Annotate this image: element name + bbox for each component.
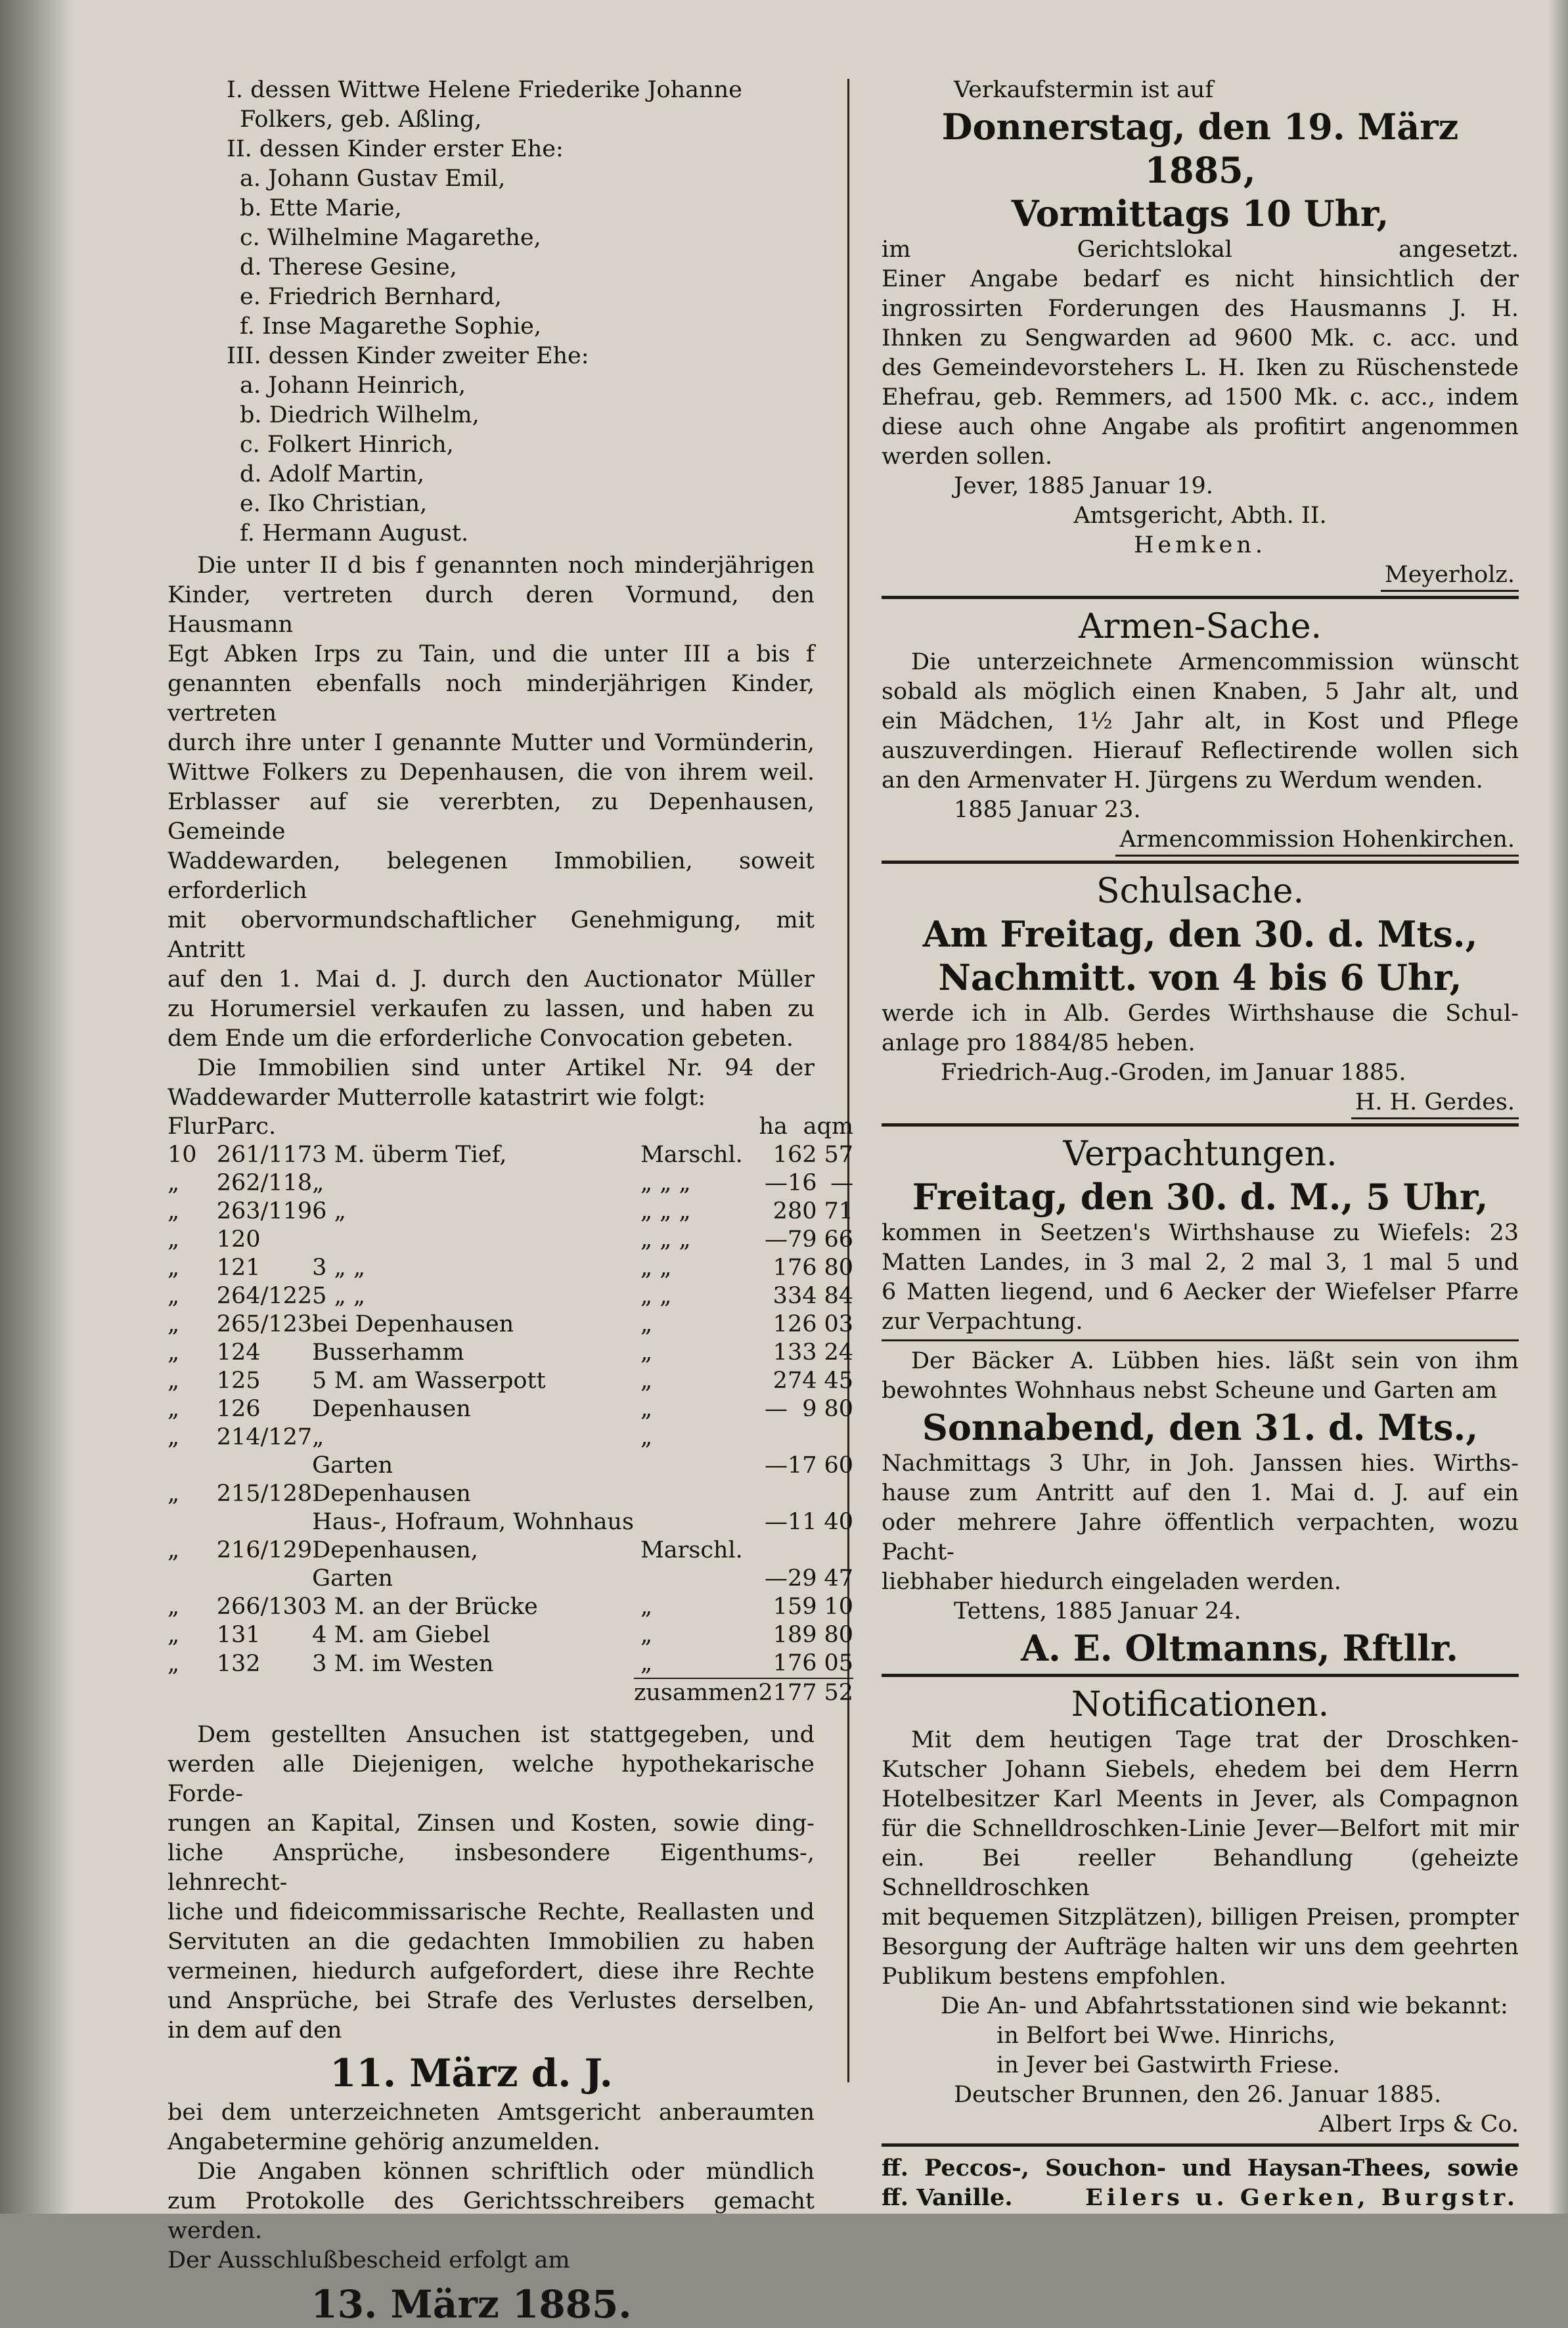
table-cell-ha xyxy=(758,1480,788,1508)
table-header-row xyxy=(168,1113,853,1141)
table-cell-ha: 1 xyxy=(773,1311,788,1337)
heir-line: III. dessen Kinder zweiter Ehe: xyxy=(227,343,589,369)
text-line: Erblasser auf sie vererbten, zu Depenhausen, Gemeinde xyxy=(168,789,815,845)
text-line: an den Armenvater H. Jürgens zu Werdum wenden. xyxy=(882,767,1483,794)
table-cell-a: 26 xyxy=(787,1311,817,1337)
table-cell-flur: „ xyxy=(168,1424,180,1450)
school-time: Nachmitt. von 4 bis 6 Uhr, xyxy=(938,956,1462,998)
table-cell-desc: Busserhamm xyxy=(312,1339,464,1366)
table-cell-desc xyxy=(312,1226,634,1254)
heir-line: a. Johann Heinrich, xyxy=(240,372,466,399)
text-line: rungen an Kapital, Zinsen und Kosten, sowie ding- xyxy=(168,1810,815,1837)
text-line: zur Verpachtung. xyxy=(882,1309,1083,1335)
text-line: liche Ansprüche, insbesondere Eigenthums-, lehnrecht- xyxy=(168,1840,815,1896)
section-rule xyxy=(882,861,1519,864)
written-notice-paragraph xyxy=(168,2157,815,2275)
baker-date: Sonnabend, den 31. d. Mts., xyxy=(922,1406,1479,1448)
table-cell-ha: 1 xyxy=(773,1142,788,1168)
table-cell-a: 29 xyxy=(787,1565,817,1592)
table-cell-desc: Garten xyxy=(312,1565,393,1592)
section-rule xyxy=(882,1339,1519,1341)
table-cell-ha xyxy=(758,1536,788,1565)
table-cell-a: 33 xyxy=(787,1339,817,1366)
table-cell-desc: 6 „ xyxy=(312,1198,346,1224)
cadastre-intro xyxy=(168,1054,815,1113)
table-cell-kind: „ „ xyxy=(640,1255,672,1281)
total-ha: 21 xyxy=(758,1680,788,1706)
table-cell-parc: 120 xyxy=(216,1226,261,1253)
table-cell-desc: Garten xyxy=(312,1452,393,1479)
table-cell-ha: 1 xyxy=(773,1339,788,1366)
binding-shadow xyxy=(0,0,72,2214)
heir-line: d. Therese Gesine, xyxy=(240,254,457,280)
text-line: oder mehrere Jahre öffentlich verpachten, wozu Pacht- xyxy=(882,1510,1519,1565)
table-row xyxy=(168,1536,853,1565)
notifications-text xyxy=(882,1726,1519,1992)
table-cell-a: 17 xyxy=(787,1452,817,1479)
heir-line: b. Diedrich Wilhelm, xyxy=(240,402,480,428)
table-cell-a: 89 xyxy=(787,1622,817,1648)
text-line: Hotelbesitzer Karl Meents in Jever, als Compagnon xyxy=(882,1786,1519,1812)
table-row xyxy=(168,1282,853,1310)
table-cell-kind: „ „ „ xyxy=(640,1170,691,1196)
table-cell-desc: Depenhausen, xyxy=(312,1537,478,1563)
table-cell-desc: 3 M. überm Tief, xyxy=(312,1142,507,1168)
right-column xyxy=(882,76,1519,2212)
tea-ad-merchant: Eilers u. Gerken, Burgstr. xyxy=(1085,2184,1519,2211)
text-line: Der Ausschlußbescheid erfolgt am xyxy=(168,2247,570,2273)
judge-signature: Hemken. xyxy=(1133,532,1266,558)
text-line: 6 Matten liegend, und 6 Aecker der Wiefelser Pfarre xyxy=(882,1279,1519,1305)
section-rule xyxy=(882,1674,1519,1677)
text-line: Besorgung der Aufträge halten wir uns dem geehrten xyxy=(882,1934,1519,1960)
table-cell-desc: 5 M. am Wasserpott xyxy=(312,1368,546,1394)
heir-line: b. Ette Marie, xyxy=(240,195,402,221)
sale-time: Vormittags 10 Uhr, xyxy=(1011,192,1389,235)
table-cell-flur xyxy=(168,1565,217,1593)
table-row xyxy=(168,1565,853,1593)
notifications-title: Notificationen. xyxy=(1071,1685,1330,1724)
table-cell-kind: „ xyxy=(640,1650,653,1676)
text-line: werde ich in Alb. Gerdes Wirthshause die Schul- xyxy=(882,1000,1519,1027)
text-line: Nachmittags 3 Uhr, in Joh. Janssen hies. Wirths- xyxy=(882,1450,1519,1477)
table-cell-desc: „ xyxy=(312,1170,325,1196)
table-cell-flur xyxy=(168,1452,217,1480)
table-cell-qm: 80 xyxy=(824,1255,854,1281)
table-cell-qm: — xyxy=(830,1170,854,1196)
table-cell-qm xyxy=(817,1536,853,1565)
table-row xyxy=(168,1367,853,1395)
table-cell-desc: 3 M. im Westen xyxy=(312,1650,494,1677)
summons-end xyxy=(168,2098,815,2157)
col-qm: qm xyxy=(817,1113,854,1140)
table-cell-qm: 57 xyxy=(824,1142,854,1168)
heir-line: d. Adolf Martin, xyxy=(240,461,425,487)
text-line: Angabetermine gehörig anzumelden. xyxy=(168,2129,600,2155)
table-cell-parc: 264/122 xyxy=(216,1283,313,1309)
table-cell-a xyxy=(788,1536,817,1565)
text-line: mit bequemen Sitzplätzen), billigen Preisen, prompter xyxy=(882,1904,1519,1931)
heir-line: f. Hermann August. xyxy=(240,520,469,547)
table-cell-kind: „ xyxy=(640,1396,653,1422)
table-cell-parc: 263/119 xyxy=(216,1198,313,1224)
table-cell-parc: 216/129 xyxy=(216,1537,313,1563)
table-cell-parc: 132 xyxy=(216,1650,261,1677)
table-row xyxy=(168,1226,853,1254)
table-cell-parc: 125 xyxy=(216,1368,261,1394)
text-line: vermeinen, hiedurch aufgefordert, diese ihre Rechte xyxy=(168,1958,815,1984)
text-line: Kutscher Johann Siebels, ehedem bei dem Herrn xyxy=(882,1757,1519,1783)
leasing-date: Freitag, den 30. d. M., 5 Uhr, xyxy=(912,1176,1489,1218)
text-line: Einer Angabe bedarf es nicht hinsichtlich der xyxy=(882,266,1519,292)
table-cell-flur: „ xyxy=(168,1537,180,1563)
text-line: hause zum Antritt auf den 1. Mai d. J. auf ein xyxy=(882,1480,1519,1506)
table-cell-kind: „ xyxy=(640,1622,653,1648)
table-cell-qm: 24 xyxy=(824,1339,854,1366)
poor-matter-date: 1885 Januar 23. xyxy=(954,797,1141,823)
table-row xyxy=(168,1452,853,1480)
table-cell-kind xyxy=(634,1565,758,1593)
table-row xyxy=(168,1508,853,1536)
heirs-list xyxy=(168,76,815,548)
table-cell-flur: „ xyxy=(168,1594,180,1620)
table-row xyxy=(168,1480,853,1508)
table-row xyxy=(168,1649,853,1678)
notifications-place-date: Deutscher Brunnen, den 26. Januar 1885. xyxy=(954,2082,1442,2108)
text-line: bei dem unterzeichneten Amtsgericht anberaumten xyxy=(168,2099,815,2126)
table-cell-qm: 45 xyxy=(824,1368,854,1394)
table-cell-desc: 5 „ „ xyxy=(312,1283,365,1309)
text-line: des Gemeindevorstehers L. H. Iken zu Rüschenstede xyxy=(882,355,1519,381)
table-cell-parc: 265/123 xyxy=(216,1311,313,1337)
table-row xyxy=(168,1310,853,1339)
table-cell-flur: „ xyxy=(168,1650,180,1677)
text-line: Matten Landes, in 3 mal 2, 2 mal 3, 1 mal 5 und xyxy=(882,1249,1519,1276)
text-line: Waddewarder Mutterrolle katastrirt wie folgt: xyxy=(168,1085,706,1111)
table-cell-a xyxy=(788,1480,817,1508)
text-line: kommen in Seetzen's Wirthshause zu Wiefels: 23 xyxy=(882,1220,1519,1246)
text-line: Die unterzeichnete Armencommission wünscht xyxy=(911,649,1519,675)
table-cell-ha: — xyxy=(764,1396,788,1422)
table-cell-kind xyxy=(634,1452,758,1480)
text-line: auszuverdingen. Hierauf Reflectirende wollen sich xyxy=(882,738,1519,764)
table-cell-kind: „ „ „ xyxy=(640,1226,691,1253)
station-line: Die An- und Abfahrtsstationen sind wie bekannt: xyxy=(941,1993,1508,2019)
section-rule xyxy=(882,2143,1519,2147)
table-cell-parc: 215/128 xyxy=(216,1481,313,1507)
table-cell-parc: 126 xyxy=(216,1396,261,1422)
table-cell-ha: 3 xyxy=(773,1283,788,1309)
table-cell-flur: „ xyxy=(168,1283,180,1309)
table-cell-parc: 124 xyxy=(216,1339,261,1366)
text-line: werden alle Diejenigen, welche hypothekarische Forde- xyxy=(168,1751,815,1807)
table-row xyxy=(168,1395,853,1423)
table-cell-qm: 03 xyxy=(824,1311,854,1337)
table-cell-flur: „ xyxy=(168,1311,180,1337)
table-cell-qm: 71 xyxy=(824,1198,854,1224)
page-edge xyxy=(1548,0,1568,2214)
total-qm: 52 xyxy=(817,1678,853,1707)
sale-date: Donnerstag, den 19. März 1885, xyxy=(941,106,1459,191)
heir-line: Folkers, geb. Aßling, xyxy=(240,106,482,133)
table-cell-kind xyxy=(634,1480,758,1508)
table-cell-kind: „ xyxy=(640,1594,653,1620)
text-line: bewohntes Wohnhaus nebst Scheune und Garten am xyxy=(882,1377,1498,1404)
sale-text xyxy=(882,235,1519,472)
table-cell-a: 9 xyxy=(802,1396,817,1422)
table-cell-qm: 60 xyxy=(824,1452,854,1479)
table-cell-flur xyxy=(168,1508,217,1536)
table-cell-qm: 80 xyxy=(824,1622,854,1648)
text-line: Waddewarden, belegenen Immobilien, soweit erforderlich xyxy=(168,848,815,904)
table-cell-qm: 40 xyxy=(824,1509,854,1535)
table-cell-kind: Marschl. xyxy=(640,1142,743,1168)
table-cell-ha xyxy=(758,1423,788,1452)
table-row xyxy=(168,1169,853,1198)
table-cell-kind: „ xyxy=(640,1311,653,1337)
table-cell-a xyxy=(788,1423,817,1452)
table-cell-ha: 1 xyxy=(773,1650,788,1676)
table-row xyxy=(168,1339,853,1367)
leasing-title: Verpachtungen. xyxy=(1063,1134,1337,1174)
col-a: a xyxy=(803,1113,817,1140)
text-line: zu Horumersiel verkaufen zu lassen, und haben zu xyxy=(168,996,815,1022)
column-divider xyxy=(847,79,849,2082)
table-cell-qm: 80 xyxy=(824,1396,854,1422)
text-line: und Ansprüche, bei Strafe des Verlustes derselben, xyxy=(168,1988,815,2014)
table-cell-ha: 2 xyxy=(773,1198,788,1224)
text-line: Servituten an die gedachten Immobilien zu haben xyxy=(168,1929,815,1955)
text-line: zum Protokolle des Gerichtsschreibers gemacht werden. xyxy=(168,2188,815,2244)
table-cell-parc xyxy=(217,1508,312,1536)
table-cell-flur: „ xyxy=(168,1368,180,1394)
table-cell-parc: 261/117 xyxy=(216,1142,313,1168)
text-line: im Gerichtslokal angesetzt. xyxy=(882,236,1519,263)
table-cell-a: 80 xyxy=(787,1198,817,1224)
poor-matter-title: Armen-Sache. xyxy=(1078,607,1322,646)
baker-place-date: Tettens, 1885 Januar 24. xyxy=(954,1598,1242,1624)
table-cell-flur: „ xyxy=(168,1255,180,1281)
text-line: Die Angaben können schriftlich oder mündlich xyxy=(197,2159,815,2185)
table-cell-qm xyxy=(817,1480,853,1508)
heir-line: e. Iko Christian, xyxy=(240,491,428,517)
station-line: in Belfort bei Wwe. Hinrichs, xyxy=(997,2023,1336,2049)
table-cell-kind: „ xyxy=(640,1424,653,1450)
school-date: Am Freitag, den 30. d. Mts., xyxy=(922,913,1478,955)
table-cell-ha: — xyxy=(764,1509,788,1535)
table-cell-parc: 131 xyxy=(216,1622,261,1648)
heir-line: a. Johann Gustav Emil, xyxy=(240,166,506,192)
text-line: mit obervormundschaftlicher Genehmigung, mit Antritt xyxy=(168,907,815,963)
table-cell-ha: 1 xyxy=(773,1622,788,1648)
text-line: durch ihre unter I genannte Mutter und Vormünderin, xyxy=(168,730,815,756)
baker-text-2 xyxy=(882,1449,1519,1597)
table-row xyxy=(168,1423,853,1452)
table-cell-flur: „ xyxy=(168,1481,180,1507)
table-cell-ha: 2 xyxy=(773,1368,788,1394)
tea-ad-vanilla: ff. Vanille. xyxy=(882,2184,1013,2211)
school-place-date: Friedrich-Aug.-Groden, im Januar 1885. xyxy=(941,1060,1406,1086)
baker-text xyxy=(882,1347,1519,1406)
table-cell-flur: „ xyxy=(168,1622,180,1648)
tea-ad-line: ff. Peccos-, Souchon- und Haysan-Thees, sowie xyxy=(882,2155,1519,2182)
table-cell-qm: 66 xyxy=(824,1226,854,1253)
table-cell-ha: — xyxy=(764,1226,788,1253)
text-line: Publikum bestens empfohlen. xyxy=(882,1963,1226,1990)
table-cell-parc xyxy=(217,1452,312,1480)
school-text xyxy=(882,999,1519,1058)
poor-commission-signature: Armencommission Hohenkirchen. xyxy=(1115,825,1519,857)
table-cell-ha: — xyxy=(764,1452,788,1479)
text-line: Kinder, vertreten durch deren Vormund, den Hausmann xyxy=(168,582,815,638)
leasing-text xyxy=(882,1219,1519,1337)
text-line: für die Schnelldroschken-Linie Jever—Belfort mit mir xyxy=(882,1816,1519,1842)
table-cell-parc xyxy=(217,1565,312,1593)
text-line: Die unter II d bis f genannten noch minderjährigen xyxy=(197,552,815,579)
table-cell-a: 76 xyxy=(787,1255,817,1281)
table-cell-a: 59 xyxy=(787,1594,817,1620)
table-cell-desc: 3 M. an der Brücke xyxy=(312,1594,538,1620)
sale-intro: Verkaufstermin ist auf xyxy=(954,77,1214,103)
text-line: liche und fideicommissarische Rechte, Reallasten und xyxy=(168,1899,815,1925)
table-cell-ha: — xyxy=(764,1170,788,1196)
table-cell-a: 16 xyxy=(787,1170,817,1196)
poor-matter-text xyxy=(882,648,1519,795)
text-line: Ihnken zu Sengwarden ad 9600 Mk. c. acc. und xyxy=(882,325,1519,351)
table-cell-qm xyxy=(817,1423,853,1452)
text-line: Wittwe Folkers zu Depenhausen, die von ihrem weil. xyxy=(168,759,815,786)
text-line: Die Immobilien sind unter Artikel Nr. 94 der xyxy=(197,1055,815,1081)
table-cell-flur: „ xyxy=(168,1396,180,1422)
text-line: diese auch ohne Angabe als profitirt angenommen xyxy=(882,414,1519,440)
table-cell-qm: 84 xyxy=(824,1283,854,1309)
table-row xyxy=(168,1198,853,1226)
table-cell-parc: 121 xyxy=(216,1255,261,1281)
school-signature: H. H. Gerdes. xyxy=(1351,1088,1519,1119)
text-line: genannten ebenfalls noch minderjährigen Kinder, vertreten xyxy=(168,671,815,727)
table-cell-qm: 05 xyxy=(824,1650,854,1676)
table-cell-a: 76 xyxy=(787,1650,817,1676)
table-row xyxy=(168,1593,853,1621)
total-a: 77 xyxy=(787,1680,817,1706)
table-cell-parc: 266/130 xyxy=(216,1594,313,1620)
table-cell-a: 79 xyxy=(787,1226,817,1253)
table-cell-desc: Haus-, Hofraum, Wohnhaus xyxy=(312,1509,634,1535)
table-cell-kind: „ „ xyxy=(640,1283,672,1309)
text-line: anlage pro 1884/85 heben. xyxy=(882,1030,1196,1056)
section-rule xyxy=(882,596,1519,599)
summons-paragraph xyxy=(168,1720,815,2046)
text-line: Dem gestellten Ansuchen ist stattgegeben, und xyxy=(197,1722,815,1748)
sale-place-date: Jever, 1885 Januar 19. xyxy=(954,473,1213,499)
table-cell-ha: 1 xyxy=(773,1255,788,1281)
text-line: sobald als möglich einen Knaben, 5 Jahr alt, und xyxy=(882,679,1519,705)
table-cell-kind: „ „ „ xyxy=(640,1198,691,1224)
table-cell-flur: 10 xyxy=(168,1142,197,1168)
table-cell-qm: 10 xyxy=(824,1594,854,1620)
table-cell-flur: „ xyxy=(168,1198,180,1224)
table-cell-desc: bei Depenhausen xyxy=(312,1311,514,1337)
text-line: ein Mädchen, 1½ Jahr alt, in Kost und Pflege xyxy=(882,708,1519,734)
table-cell-kind: „ xyxy=(640,1368,653,1394)
col-flur: Flur xyxy=(168,1113,217,1140)
table-cell-ha: 1 xyxy=(773,1594,788,1620)
school-matter-title: Schulsache. xyxy=(1096,872,1304,911)
clerk-signature: Meyerholz. xyxy=(1381,560,1519,592)
table-cell-a: 11 xyxy=(787,1509,817,1535)
heir-line: I. dessen Wittwe Helene Friederike Johanne xyxy=(227,77,742,103)
table-cell-qm: 47 xyxy=(824,1565,854,1592)
table-row xyxy=(168,1141,853,1169)
baker-signature: A. E. Oltmanns, Rftllr. xyxy=(1021,1627,1458,1669)
text-line: in dem auf den xyxy=(168,2017,342,2044)
text-line: dem Ende um die erforderliche Convocation gebeten. xyxy=(168,1025,794,1052)
table-cell-kind xyxy=(634,1508,758,1536)
table-cell-desc: Depenhausen xyxy=(312,1481,471,1507)
text-line: liebhaber hiedurch eingeladen werden. xyxy=(882,1569,1341,1595)
section-rule xyxy=(882,1123,1519,1127)
table-cell-flur: „ xyxy=(168,1226,180,1253)
table-cell-flur: „ xyxy=(168,1170,180,1196)
court-name: Amtsgericht, Abth. II. xyxy=(1073,503,1327,529)
table-cell-kind: Marschl. xyxy=(640,1537,743,1563)
text-line: ingrossirten Forderungen des Hausmanns J. H. xyxy=(882,296,1519,322)
stations-list xyxy=(882,1992,1519,2080)
heir-line: f. Inse Magarethe Sophie, xyxy=(240,313,542,340)
text-line: ein. Bei reeller Behandlung (geheizte Schnelldroschken xyxy=(882,1845,1519,1901)
table-cell-parc: 214/127 xyxy=(216,1424,313,1450)
text-line: auf den 1. Mai d. J. durch den Auctionator Müller xyxy=(168,966,815,993)
table-cell-a: 34 xyxy=(787,1283,817,1309)
table-cell-a: 62 xyxy=(787,1142,817,1168)
notifications-signature: Albert Irps & Co. xyxy=(1318,2111,1519,2138)
table-cell-desc: „ xyxy=(312,1424,325,1450)
deadline-date: 11. März d. J. xyxy=(330,2051,613,2095)
sale-request-paragraph xyxy=(168,551,815,1054)
left-column xyxy=(168,76,854,2328)
text-line: Ehefrau, geb. Remmers, ad 1500 Mk. c. acc., indem xyxy=(882,384,1519,411)
station-line: in Jever bei Gastwirth Friese. xyxy=(997,2052,1340,2078)
table-cell-kind: „ xyxy=(640,1339,653,1366)
table-row xyxy=(168,1254,853,1282)
heir-line: c. Folkert Hinrich, xyxy=(240,432,454,458)
table-cell-desc: 4 M. am Giebel xyxy=(312,1622,491,1648)
text-line: Egt Abken Irps zu Tain, und die unter III a bis f xyxy=(168,641,815,667)
total-label: zusammen xyxy=(633,1680,759,1706)
table-cell-desc: Depenhausen xyxy=(312,1396,471,1422)
heir-line: II. dessen Kinder erster Ehe: xyxy=(227,136,564,162)
property-table xyxy=(168,1113,853,1707)
heir-line: c. Wilhelmine Magarethe, xyxy=(240,225,541,251)
table-row xyxy=(168,1621,853,1649)
table-cell-desc: 3 „ „ xyxy=(312,1255,365,1281)
text-line: Mit dem heutigen Tage trat der Droschken- xyxy=(911,1727,1519,1753)
exclusion-date: 13. März 1885. xyxy=(311,2282,632,2327)
text-line: werden sollen. xyxy=(882,443,1052,470)
col-parc: Parc. xyxy=(216,1113,277,1140)
col-ha: ha xyxy=(759,1113,788,1140)
table-total-row xyxy=(168,1678,853,1707)
heir-line: e. Friedrich Bernhard, xyxy=(240,284,502,310)
table-cell-a: 74 xyxy=(787,1368,817,1394)
text-line: Der Bäcker A. Lübben hies. läßt sein von ihm xyxy=(911,1348,1519,1374)
table-cell-flur: „ xyxy=(168,1339,180,1366)
table-cell-parc: 262/118 xyxy=(216,1170,313,1196)
table-cell-ha: — xyxy=(764,1565,788,1592)
